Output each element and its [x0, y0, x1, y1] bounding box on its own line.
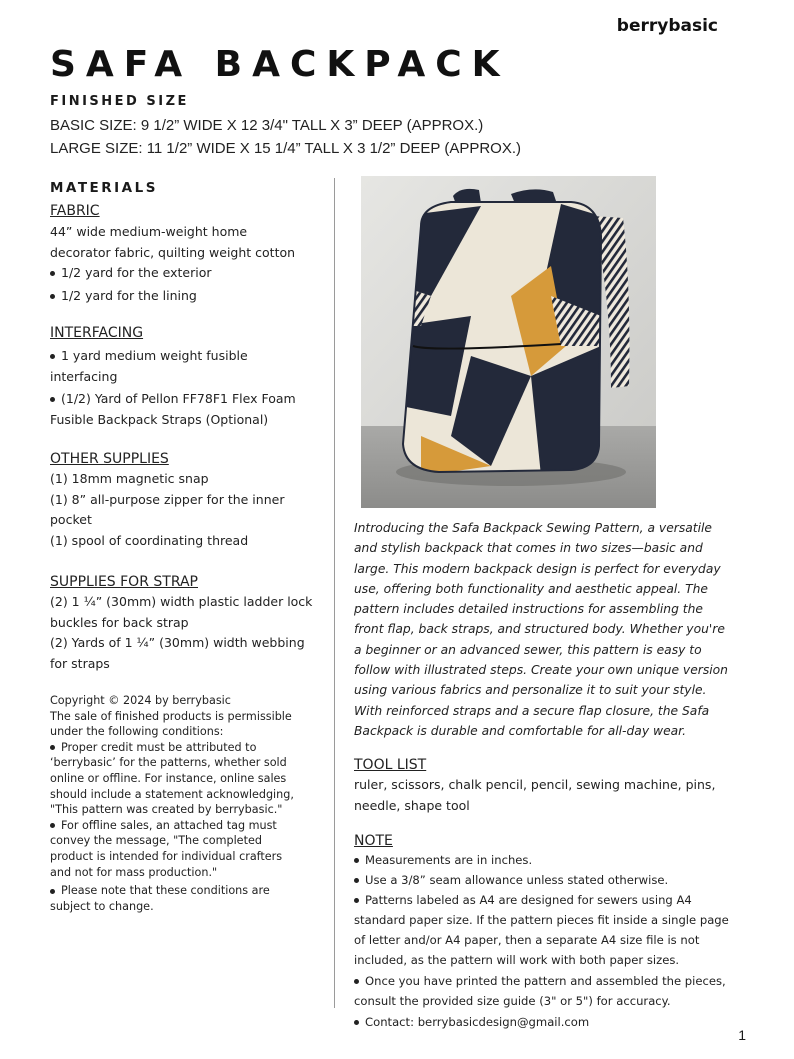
note-bullet: Patterns labeled as A4 are designed for sewers using A4	[354, 890, 744, 910]
intro-line: and stylish backpack that comes in two sizes—basic and	[354, 541, 703, 556]
strap-supplies-heading: SUPPLIES FOR STRAP	[50, 574, 198, 590]
fabric-line: decorator fabric, quilting weight cotton	[50, 244, 296, 260]
note-contact[interactable]: Contact: berrybasicdesign@gmail.com	[354, 1012, 744, 1032]
note-line: consult the provided size guide (3" or 5") for accuracy.	[354, 994, 671, 1008]
intro-line: Backpack is durable and comfortable for all-day wear.	[354, 723, 687, 738]
note-heading: NOTE	[354, 833, 393, 849]
note-bullet: Measurements are in inches.	[354, 850, 744, 870]
page-number: 1	[738, 1027, 746, 1043]
intro-line: front flap, back straps, and structured body. Whether you're	[354, 622, 725, 637]
strap-line: for straps	[50, 655, 110, 671]
tool-line: ruler, scissors, chalk pencil, pencil, sewing machine, pins,	[354, 777, 716, 792]
tool-list-section	[354, 757, 744, 816]
supply-line: (1) spool of coordinating thread	[50, 532, 249, 548]
interfacing-section	[50, 325, 330, 430]
strap-line: buckles for back strap	[50, 614, 189, 630]
intro-line: use, offering both functionality and aesthetic appeal. The	[354, 581, 708, 596]
supply-line: pocket	[50, 512, 92, 527]
strap-line: (2) Yards of 1 ¼” (30mm) width webbing	[50, 635, 305, 650]
supply-line: (1) 8” all-purpose zipper for the inner	[50, 491, 285, 507]
strap-line: (2) 1 ¼” (30mm) width plastic ladder lock	[50, 594, 313, 609]
fabric-line: 44” wide medium-weight home	[50, 224, 248, 239]
fabric-heading: FABRIC	[50, 203, 100, 219]
column-divider	[334, 178, 335, 1008]
copyright-line: Copyright © 2024 by berrybasic	[50, 694, 231, 707]
strap-supplies-section	[50, 574, 330, 674]
interfacing-line: interfacing	[50, 368, 118, 384]
copyright-bullet: For offline sales, an attached tag must	[50, 818, 326, 834]
copyright-line: ‘berrybasic’ for the patterns, whether sold	[50, 756, 287, 770]
intro-line: follow with illustrated steps. Create your own unique version	[354, 663, 728, 678]
copyright-line: The sale of finished products is permissible	[50, 709, 292, 723]
intro-line: a beginner or an advanced sewer, this pattern is easy to	[354, 642, 702, 657]
interfacing-bullet: 1 yard medium weight fusible	[50, 346, 330, 367]
interfacing-bullet: (1/2) Yard of Pellon FF78F1 Flex Foam	[50, 389, 330, 410]
page-title: SAFA BACKPACK	[50, 44, 510, 85]
copyright-line: under the following conditions:	[50, 725, 224, 739]
intro-line: large. This modern backpack design is perfect for everyday	[354, 561, 721, 576]
other-supplies-heading: OTHER SUPPLIES	[50, 451, 169, 467]
interfacing-line: Fusible Backpack Straps (Optional)	[50, 411, 269, 427]
note-line: of letter and/or A4 paper, then a separate A4 size file is not	[354, 933, 700, 947]
note-line: included, as the pattern will work with both paper sizes.	[354, 953, 680, 967]
copyright-bullet: Proper credit must be attributed to	[50, 740, 326, 756]
tool-list-heading: TOOL LIST	[354, 757, 427, 773]
interfacing-heading: INTERFACING	[50, 325, 144, 341]
copyright-line: should include a statement acknowledging,	[50, 787, 294, 801]
note-line: standard paper size. If the pattern pieces fit inside a single page	[354, 913, 729, 927]
other-supplies-section	[50, 451, 330, 551]
finished-size-heading: FINISHED SIZE	[50, 94, 189, 109]
intro-paragraph	[354, 518, 744, 741]
intro-line: pattern includes detailed instructions for assembling the	[354, 602, 703, 617]
materials-heading: MATERIALS	[50, 180, 158, 196]
fabric-bullet: 1/2 yard for the lining	[50, 286, 330, 307]
copyright-section	[50, 693, 326, 914]
fabric-section	[50, 203, 330, 306]
note-bullet: Use a 3/8” seam allowance unless stated otherwise.	[354, 870, 744, 890]
note-section	[354, 833, 744, 1032]
backpack-photo	[361, 176, 656, 508]
copyright-line: and not for mass production."	[50, 865, 218, 879]
copyright-line: product is intended for individual crafters	[50, 849, 283, 863]
copyright-line: subject to change.	[50, 899, 154, 913]
supply-line: (1) 18mm magnetic snap	[50, 471, 209, 486]
copyright-bullet: Please note that these conditions are	[50, 883, 326, 899]
brand-logo: berrybasic	[616, 16, 718, 36]
basic-size-line: BASIC SIZE: 9 1/2” WIDE X 12 3/4" TALL X 3” DEEP (APPROX.)	[50, 117, 484, 134]
copyright-line: online or offline. For instance, online sales	[50, 771, 287, 785]
materials-section	[50, 180, 330, 196]
intro-line: Introducing the Safa Backpack Sewing Pattern, a versatile	[354, 521, 712, 535]
copyright-line: convey the message, "The completed	[50, 834, 262, 848]
fabric-bullet: 1/2 yard for the exterior	[50, 263, 330, 284]
large-size-line: LARGE SIZE: 11 1/2” WIDE X 15 1/4” TALL X 3 1/2” DEEP (APPROX.)	[50, 140, 522, 157]
copyright-line: "This pattern was created by berrybasic."	[50, 803, 283, 817]
intro-line: With reinforced straps and a secure flap closure, the Safa	[354, 703, 710, 718]
intro-line: using various fabrics and personalize it to suit your style.	[354, 683, 707, 698]
tool-line: needle, shape tool	[354, 797, 470, 813]
note-bullet: Once you have printed the pattern and assembled the pieces,	[354, 971, 744, 991]
